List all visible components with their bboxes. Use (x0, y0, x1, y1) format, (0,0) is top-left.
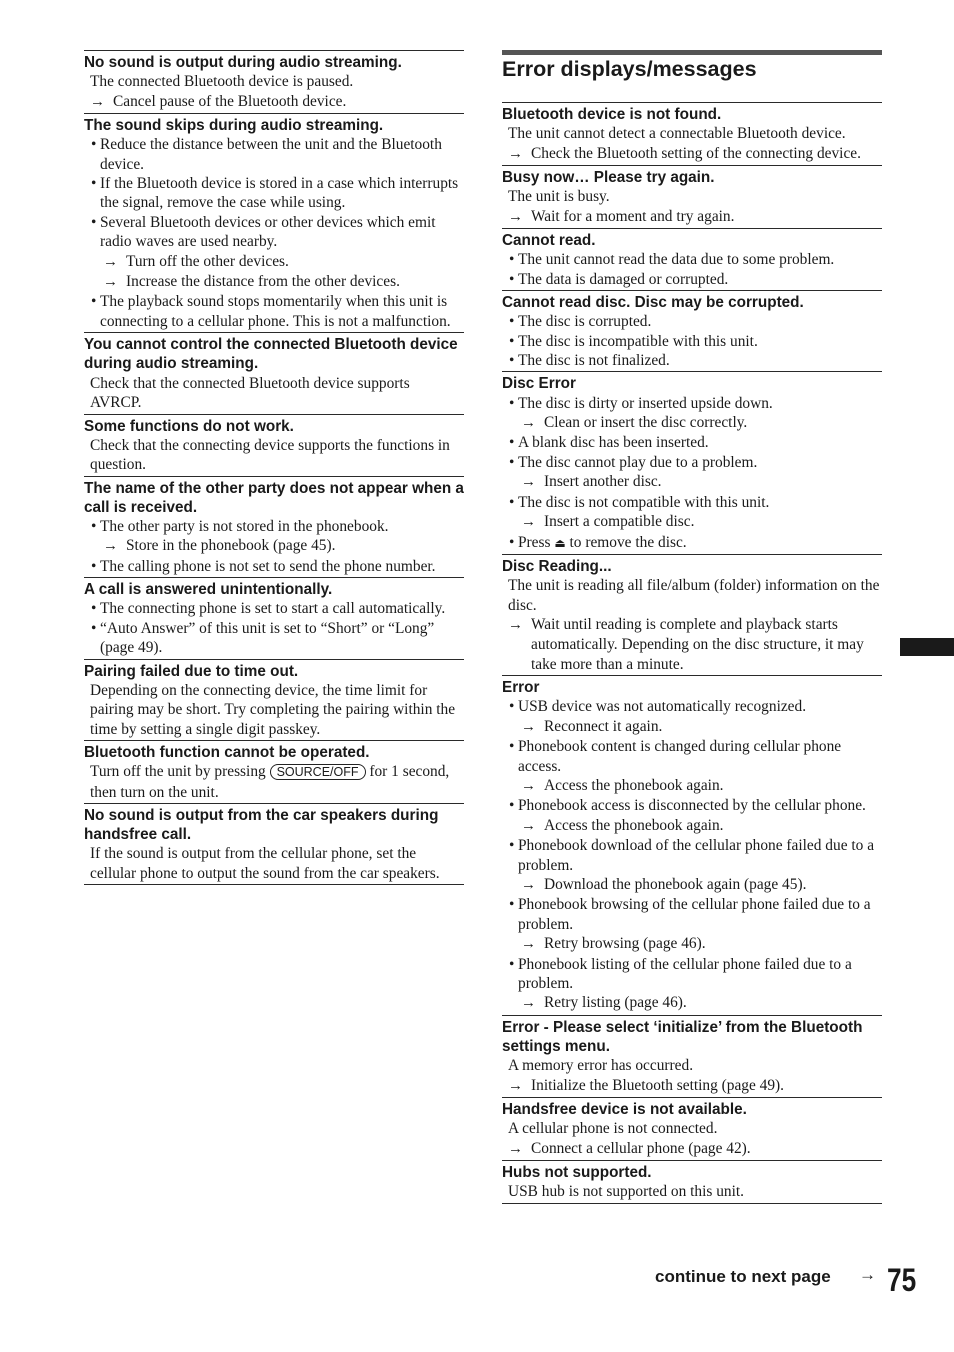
message-entry (502, 371, 882, 553)
bullet-item: • The unit cannot read the data due to some problem. (503, 250, 882, 269)
bullet-item: • Phonebook download of the cellular phone failed due to a problem. (503, 836, 882, 875)
remedy-text: Store in the phonebook (page 45). (126, 537, 336, 555)
entry-heading: Handsfree device is not available. (502, 1101, 747, 1119)
arrow-icon (521, 473, 544, 492)
remedy-text: Reconnect it again. (544, 717, 663, 735)
right-error-messages-column (502, 50, 882, 1204)
message-entry (84, 476, 464, 578)
remedy-item (502, 1139, 882, 1159)
arrow-icon (521, 718, 544, 737)
message-entry (84, 740, 464, 803)
text-part: Press (518, 533, 555, 551)
remedy-text: Connect a cellular phone (page 42). (531, 1139, 751, 1157)
entry-heading: Cannot read. (502, 232, 596, 250)
entry-text: Check that the connecting device supports the functions in question. (90, 436, 450, 474)
remedy-item (502, 717, 882, 737)
remedy-item (502, 875, 882, 895)
entry-text: The unit is busy. (508, 188, 610, 206)
message-entry (84, 414, 464, 476)
remedy-item (502, 472, 882, 492)
message-entry (84, 659, 464, 740)
arrow-icon (508, 145, 531, 164)
message-entry (84, 577, 464, 658)
entry-heading: You cannot control the connected Bluetooth device during audio streaming. (84, 336, 458, 373)
text-part: for 1 second, then turn on the unit. (90, 763, 450, 801)
entry-heading: A call is answered unintentionally. (84, 581, 333, 599)
remedy-item (502, 615, 882, 674)
arrow-icon (508, 208, 531, 227)
bullet-item: • The disc is dirty or inserted upside down. (503, 394, 882, 413)
bullet-item: • Phonebook browsing of the cellular phone failed due to a problem. (503, 895, 882, 934)
remedy-item (502, 1076, 882, 1096)
arrow-icon (90, 93, 113, 112)
arrow-icon (521, 935, 544, 954)
entry-heading: Disc Reading... (502, 557, 612, 575)
bullet-item: • The disc is incompatible with this unit. (503, 332, 882, 351)
entry-heading: The sound skips during audio streaming. (84, 117, 384, 135)
message-entry (84, 50, 464, 113)
bullet-item: • The disc is not compatible with this unit. (503, 493, 882, 512)
remedy-item (84, 536, 464, 556)
remedy-item (502, 413, 882, 433)
bullet-item: • The connecting phone is set to start a call automatically. (85, 599, 464, 618)
entry-text: The unit is reading all file/album (folder) information on the disc. (508, 577, 880, 614)
message-entry (502, 1160, 882, 1204)
remedy-text: Access the phonebook again. (544, 776, 724, 794)
eject-icon: ⏏ (554, 535, 566, 550)
entry-heading: Some functions do not work. (84, 417, 294, 435)
bullet-item: • Reduce the distance between the unit and the Bluetooth device. (85, 135, 464, 174)
arrow-icon (521, 777, 544, 796)
arrow-icon (508, 1077, 531, 1096)
entry-text: Check that the connected Bluetooth device supports AVRCP. (90, 374, 410, 412)
entry-heading: No sound is output from the car speakers during handsfree call. (84, 807, 439, 844)
entry-heading: Disc Error (502, 375, 576, 393)
remedy-item (502, 934, 882, 954)
entry-text: The connected Bluetooth device is paused. (90, 73, 354, 91)
message-entry (502, 228, 882, 290)
entry-text: USB hub is not supported on this unit. (508, 1183, 745, 1201)
arrow-icon (508, 1140, 531, 1159)
arrow-icon (521, 513, 544, 532)
entry-text (84, 762, 464, 802)
remedy-item (502, 144, 882, 164)
bullet-item: • A blank disc has been inserted. (503, 433, 882, 452)
arrow-icon (521, 876, 544, 895)
bullet-item: • The disc is corrupted. (503, 312, 882, 331)
remedy-text: Check the Bluetooth setting of the connecting device. (531, 144, 861, 162)
bullet-item: • USB device was not automatically recognized. (503, 697, 882, 716)
remedy-item (84, 92, 464, 112)
remedy-text: Wait for a moment and try again. (531, 207, 735, 225)
remedy-text: Insert another disc. (544, 473, 662, 491)
message-entry (502, 554, 882, 675)
arrow-icon (521, 994, 544, 1013)
arrow-icon (521, 817, 544, 836)
arrow-icon (103, 253, 126, 272)
entry-heading: Busy now… Please try again. (502, 169, 715, 187)
bullet-item: • Phonebook listing of the cellular phone failed due to a problem. (503, 955, 882, 994)
bullet-item: • Phonebook content is changed during cellular phone access. (503, 737, 882, 776)
continue-arrow-icon: → (859, 1265, 876, 1284)
entry-text: A memory error has occurred. (508, 1057, 694, 1075)
message-entry (84, 332, 464, 413)
remedy-item (84, 252, 464, 272)
bullet-item: • If the Bluetooth device is stored in a case which interrupts the signal, remove the case while using. (85, 174, 464, 213)
entry-heading: Bluetooth device is not found. (502, 106, 722, 123)
remedy-item (502, 207, 882, 227)
bullet-item: • The other party is not stored in the phonebook. (85, 517, 464, 536)
entry-text: Depending on the connecting device, the time limit for pairing may be short. Try completing the pairing within the time by setting a single digit passkey. (90, 681, 456, 738)
remedy-item (502, 776, 882, 796)
bullet-item: • The playback sound stops momentarily when this unit is connecting to a cellular phone. This is not a malfunction. (85, 292, 464, 331)
entry-heading: Error - Please select ‘initialize’ from the Bluetooth settings menu. (502, 1018, 863, 1056)
remedy-item (84, 272, 464, 292)
left-troubleshooting-column (84, 50, 464, 885)
entry-text: If the sound is output from the cellular phone, set the cellular phone to output the sound from the car speakers. (90, 845, 440, 882)
entry-heading: Pairing failed due to time out. (84, 662, 299, 680)
message-entry (502, 102, 882, 165)
entry-heading: No sound is output during audio streaming. (84, 54, 402, 71)
entry-text: A cellular phone is not connected. (508, 1120, 718, 1138)
section-tab-marker (900, 638, 954, 656)
remedy-item (502, 993, 882, 1013)
remedy-text: Increase the distance from the other devices. (126, 273, 400, 291)
entry-heading: Hubs not supported. (502, 1164, 652, 1182)
page-title: Error displays/messages (502, 57, 757, 81)
remedy-text: Download the phonebook again (page 45). (544, 876, 807, 894)
remedy-text: Retry browsing (page 46). (544, 935, 706, 953)
entry-heading: Error (502, 679, 540, 697)
remedy-item (502, 816, 882, 836)
arrow-icon (103, 537, 126, 556)
source-off-key-icon: SOURCE/OFF (270, 764, 366, 780)
entry-heading: Bluetooth function cannot be operated. (84, 743, 370, 761)
text-part: to remove the disc. (565, 533, 687, 551)
remedy-item (502, 512, 882, 532)
bullet-item: • The data is damaged or corrupted. (503, 270, 882, 289)
message-entry (502, 1015, 882, 1097)
message-entry (502, 675, 882, 1015)
remedy-text: Wait until reading is complete and playback starts automatically. Depending on the disc structure, it may take more than a minute. (531, 615, 864, 673)
remedy-text: Turn off the other devices. (126, 252, 289, 270)
continue-label: continue to next page (655, 1267, 831, 1286)
bullet-item: • The disc cannot play due to a problem. (503, 453, 882, 472)
arrow-icon (508, 616, 531, 635)
bullet-item (503, 533, 882, 553)
remedy-text: Access the phonebook again. (544, 816, 724, 834)
bullet-item: • Phonebook access is disconnected by the cellular phone. (503, 796, 882, 815)
entry-heading: Cannot read disc. Disc may be corrupted. (502, 294, 804, 312)
bullet-item: • “Auto Answer” of this unit is set to “Short” or “Long” (page 49). (85, 619, 464, 658)
arrow-icon (521, 414, 544, 433)
message-entry (84, 803, 464, 885)
bullet-item: • The disc is not finalized. (503, 351, 882, 370)
remedy-text: Cancel pause of the Bluetooth device. (113, 92, 347, 110)
message-entry (502, 1097, 882, 1160)
bullet-item: • Several Bluetooth devices or other devices which emit radio waves are used nearby. (85, 213, 464, 252)
entry-text: The unit cannot detect a connectable Bluetooth device. (508, 125, 846, 143)
remedy-text: Initialize the Bluetooth setting (page 49). (531, 1076, 785, 1094)
remedy-text: Retry listing (page 46). (544, 994, 687, 1012)
entry-heading: The name of the other party does not appear when a call is received. (84, 479, 464, 516)
message-entry (502, 290, 882, 371)
page-number: 75 (887, 1262, 917, 1298)
message-entry (84, 113, 464, 332)
message-entry (502, 165, 882, 228)
arrow-icon (103, 273, 126, 292)
text-part: Turn off the unit by pressing (90, 763, 270, 781)
remedy-text: Insert a compatible disc. (544, 513, 695, 531)
remedy-text: Clean or insert the disc correctly. (544, 414, 748, 432)
bullet-item: • The calling phone is not set to send the phone number. (85, 557, 464, 576)
